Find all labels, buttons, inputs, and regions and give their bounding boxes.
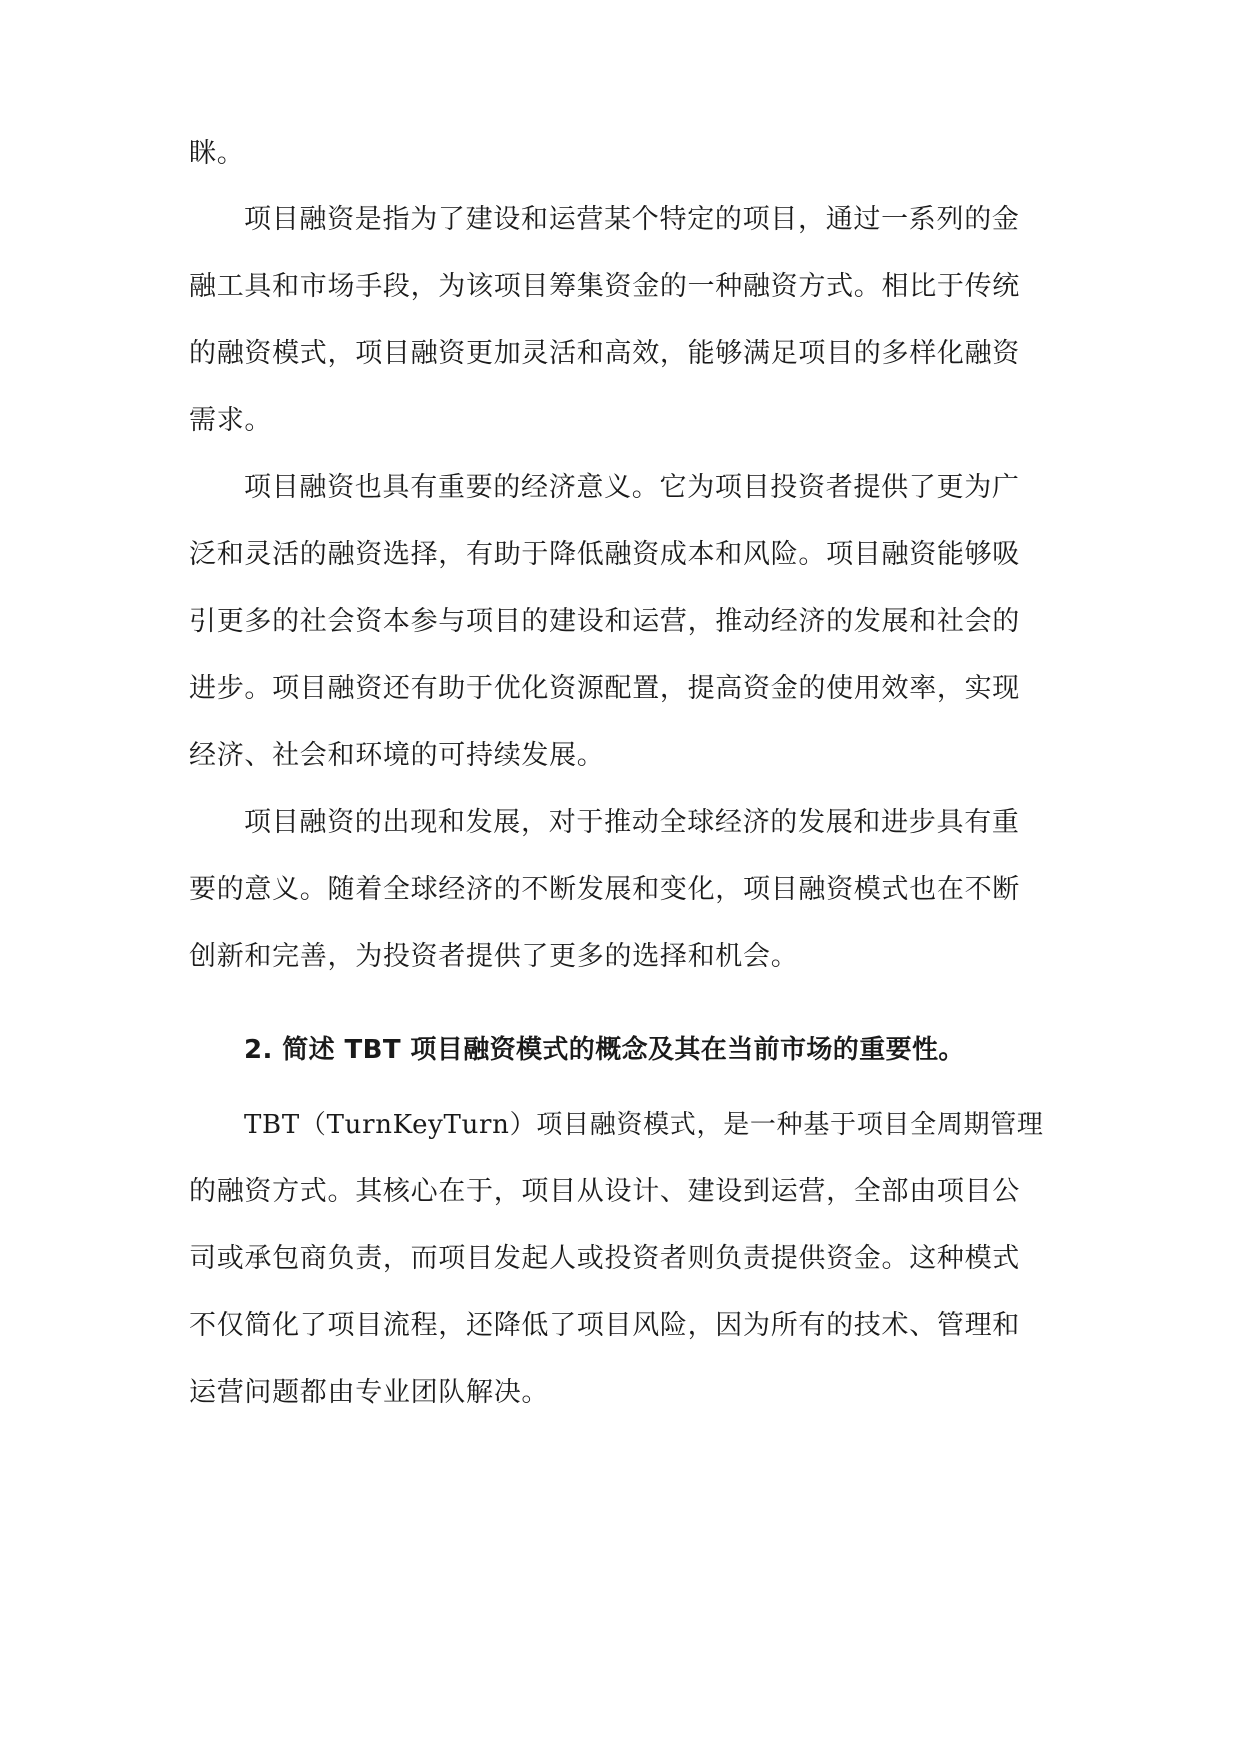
paragraph-line: 需求。 bbox=[189, 405, 273, 436]
paragraph-line: 经济、社会和环境的可持续发展。 bbox=[189, 740, 605, 771]
paragraph-line: 的融资模式，项目融资更加灵活和高效，能够满足项目的多样化融资 bbox=[189, 338, 1020, 369]
paragraph-line: 不仅简化了项目流程，还降低了项目风险，因为所有的技术、管理和 bbox=[189, 1310, 1020, 1341]
paragraph-line: 项目融资也具有重要的经济意义。它为项目投资者提供了更为广 bbox=[244, 472, 1020, 503]
section-heading: 2. 简述 TBT 项目融资模式的概念及其在当前市场的重要性。 bbox=[244, 1035, 965, 1065]
paragraph-line: 司或承包商负责，而项目发起人或投资者则负责提供资金。这种模式 bbox=[189, 1243, 1020, 1274]
paragraph-line: 眯。 bbox=[189, 138, 245, 169]
paragraph-line: 项目融资是指为了建设和运营某个特定的项目，通过一系列的金 bbox=[244, 204, 1020, 235]
paragraph-line: TBT（TurnKeyTurn）项目融资模式，是一种基于项目全周期管理 bbox=[244, 1110, 1044, 1140]
paragraph-line: 运营问题都由专业团队解决。 bbox=[189, 1377, 550, 1408]
paragraph-line: 的融资方式。其核心在于，项目从设计、建设到运营，全部由项目公 bbox=[189, 1176, 1020, 1207]
paragraph-line: 引更多的社会资本参与项目的建设和运营，推动经济的发展和社会的 bbox=[189, 606, 1020, 637]
paragraph-line: 进步。项目融资还有助于优化资源配置，提高资金的使用效率，实现 bbox=[189, 673, 1020, 704]
paragraph-line: 要的意义。随着全球经济的不断发展和变化，项目融资模式也在不断 bbox=[189, 874, 1020, 905]
paragraph-line: 泛和灵活的融资选择，有助于降低融资成本和风险。项目融资能够吸 bbox=[189, 539, 1020, 570]
paragraph-line: 创新和完善，为投资者提供了更多的选择和机会。 bbox=[189, 941, 799, 972]
paragraph-line: 融工具和市场手段，为该项目筹集资金的一种融资方式。相比于传统 bbox=[189, 271, 1020, 302]
paragraph-line: 项目融资的出现和发展，对于推动全球经济的发展和进步具有重 bbox=[244, 807, 1020, 838]
